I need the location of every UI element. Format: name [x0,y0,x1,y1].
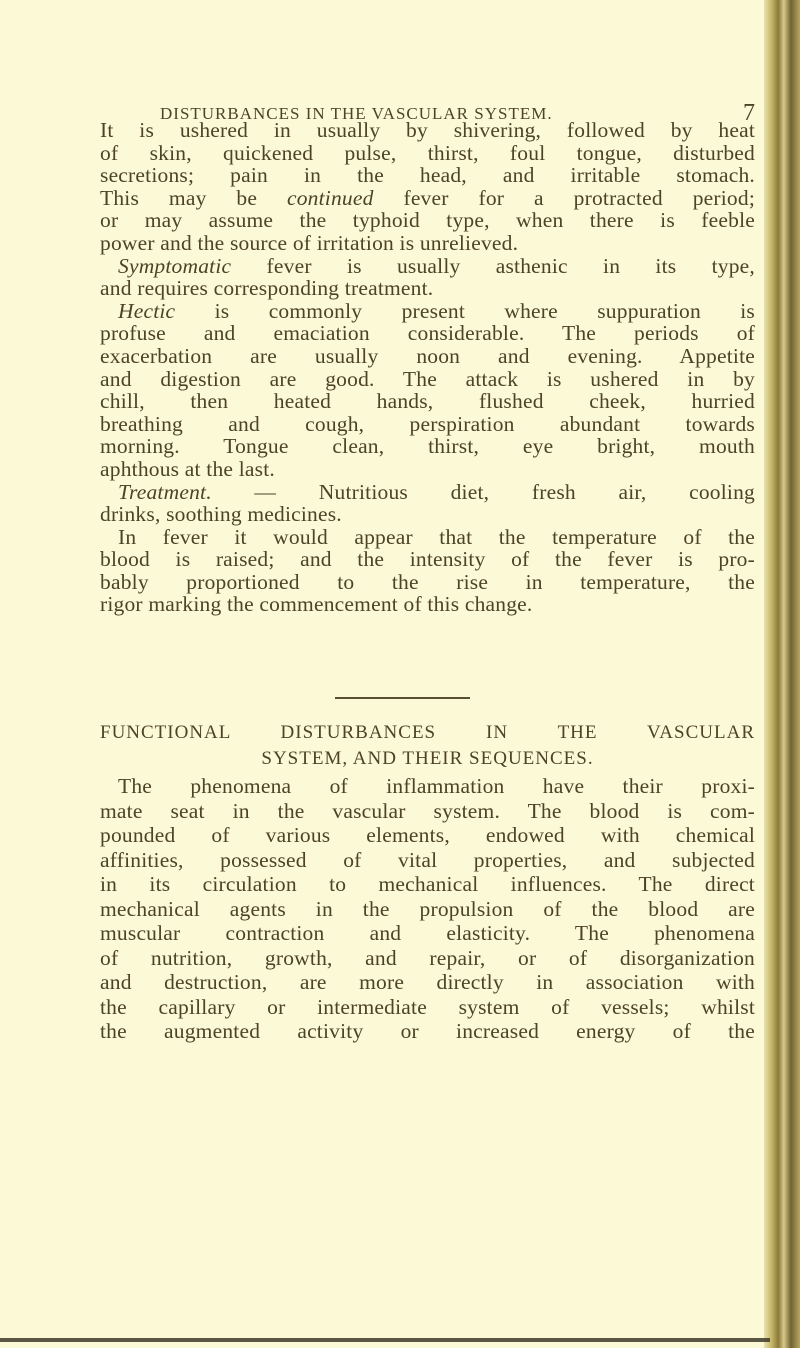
text-line [100,187,755,210]
text-line [100,799,755,824]
text-segment: It is ushered in usually by shivering, followed by heat [100,118,755,142]
text-segment: profuse and emaciation considerable. The periods of [100,321,755,346]
text-line [100,255,755,278]
text-line [100,823,755,848]
text-segment: exacerbation are usually noon and evening. Appetite [100,343,755,368]
text-segment: of nutrition, growth, and repair, or of disorganization [100,945,755,970]
italic-term: Hectic [118,298,176,323]
text-segment: in its circulation to mechanical influences. The direct [100,872,755,896]
text-segment: and digestion are good. The attack is ushered in by [100,366,755,391]
paragraph-block-inflammation [100,774,755,1044]
book-page-edge [764,0,800,1348]
text-segment: or may assume the typhoid type, when there is feeble [100,208,755,233]
text-segment: of skin, quickened pulse, thirst, foul tongue, disturbed [100,140,755,165]
text-segment: In fever it would appear that the temperature of the [118,524,755,549]
italic-term: Symptomatic [118,253,232,278]
text-segment: bably proportioned to the rise in temperature, the [100,569,755,594]
text-line [100,526,755,549]
text-line [100,119,755,142]
text-segment: fever is usually asthenic in its type, [231,253,755,278]
page-bottom-shadow [0,1338,770,1342]
text-line [100,921,755,946]
text-line [100,300,755,323]
paragraph-block-fevers [100,119,755,616]
text-line [100,232,755,255]
text-segment: morning. Tongue clean, thirst, eye bright, mouth [100,434,755,459]
text-segment: fever for a protracted period; [373,185,755,210]
italic-term: continued [286,185,374,210]
text-segment: aphthous at the last. [100,456,275,481]
italic-term: Treatment. [118,479,212,504]
text-line [100,970,755,995]
section-heading-line-2: SYSTEM, AND THEIR SEQUENCES. [261,748,594,769]
text-segment: mate seat in the vascular system. The blood is com- [100,798,755,823]
text-line [100,458,755,481]
text-segment: power and the source of irritation is unrelieved. [100,230,519,255]
text-segment: muscular contraction and elasticity. The phenomena [100,921,755,945]
text-line [100,548,755,571]
text-line [100,848,755,873]
text-line [100,481,755,504]
text-segment: mechanical agents in the propulsion of the blood are [100,896,755,921]
text-line [100,164,755,187]
text-line [100,995,755,1020]
text-line [100,872,755,897]
text-line [100,277,755,300]
text-line [100,593,755,616]
text-line [100,503,755,526]
text-line [100,209,755,232]
text-segment: rigor marking the commencement of this change. [100,592,533,617]
text-segment: and destruction, are more directly in association with [100,970,755,994]
text-segment: secretions; pain in the head, and irritable stomach. [100,163,755,188]
text-line [100,946,755,971]
text-segment: chill, then heated hands, flushed cheek, hurried [100,389,755,414]
text-segment: and requires corresponding treatment. [100,276,434,301]
text-line [100,1019,755,1044]
text-segment: — Nutritious diet, fresh air, cooling [211,479,755,504]
text-line [100,142,755,165]
text-line [100,774,755,799]
text-line [100,897,755,922]
text-line [100,413,755,436]
text-line [100,435,755,458]
text-segment: the augmented activity or increased energy of the [100,1019,755,1043]
text-line [100,345,755,368]
text-line [100,322,755,345]
text-segment: blood is raised; and the intensity of the fever is pro- [100,547,755,572]
text-segment: This may be [100,185,287,210]
text-line [100,390,755,413]
section-heading [100,720,755,772]
running-head-title: DISTURBANCES IN THE VASCULAR SYSTEM. [160,104,553,123]
text-segment: affinities, possessed of vital properties, and subjected [100,847,755,872]
text-segment: drinks, soothing medicines. [100,502,342,527]
text-segment: The phenomena of inflammation have their proxi- [118,774,755,798]
section-divider [335,697,470,699]
text-line [100,368,755,391]
section-heading-line-1: FUNCTIONAL DISTURBANCES IN THE VASCULAR [100,722,755,743]
text-line [100,571,755,594]
text-segment: the capillary or intermediate system of vessels; whilst [100,994,755,1019]
text-segment: breathing and cough, perspiration abundant towards [100,411,755,436]
page-number: 7 [743,100,756,126]
text-segment: is commonly present where suppuration is [175,298,755,323]
text-segment: pounded of various elements, endowed with chemical [100,823,755,847]
